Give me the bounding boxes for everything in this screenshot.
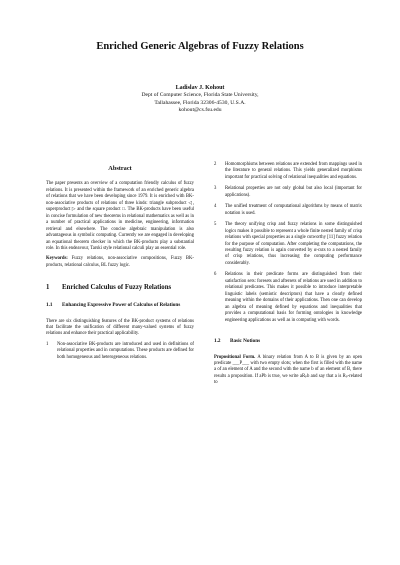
run-in-heading: Propositional Form. — [214, 354, 256, 360]
section-number: 1 — [46, 284, 50, 292]
left-column — [46, 162, 194, 366]
list-item-text: The theory unifying crisp and fuzzy relations in some distinguished logics makes it possible to represent a whole finite nested family of crisp relations with special properties as a single cutworthy [11] fuzzy relation for the purpose of computation. After completing the computations, the resulting fuzzy relation is again converted by α-cuts to a nested family of crisp relations, thus increasing the computing performance considerably. — [225, 222, 362, 266]
abstract-heading: Abstract — [108, 165, 132, 172]
paper-title: Enriched Generic Algebras of Fuzzy Relations — [96, 41, 304, 52]
propositional-form-paragraph — [214, 355, 362, 387]
intro-paragraph: There are six distinguishing features of the BK-product systems of relations that facilitate the unification of different many-valued systems of fuzzy relations and enhance their practical applicability. — [46, 318, 194, 337]
list-item-number: 6 — [214, 272, 217, 278]
subsection-number: 1.1 — [46, 301, 53, 308]
list-item-text: Relations in their predicate forms are distinguished from their satisfaction sets: foresets and aftersets of relations are used in addition to relational predicates. This makes it possible to introduce interpretable linguistic labels (semiotic descriptors) that have a clearly defined meaning within the domains of their applications. Then one can develop an algebra of meaning defined by equations and inequalities that provides a computational basis for forming ontologies in knowledge engineering applications as well as in computing with words. — [225, 272, 362, 323]
author-affiliation: Dept of Computer Science, Florida State University, — [141, 92, 259, 99]
list-item-text: Relational properties are not only global but also local (important for applications). — [225, 186, 362, 198]
list-item-number: 4 — [214, 204, 217, 210]
list-item-text: Non-associative BK-products are introduced and used in definitions of relational properties and in computations. These products are defined for both homogeneous and heterogeneous relations. — [57, 341, 194, 360]
keywords-label: Keywords: — [46, 256, 68, 262]
subsection-title: Enhancing Expressive Power of Calculus of Relations — [62, 301, 181, 308]
subsection-number: 1.2 — [214, 337, 221, 344]
list-item — [214, 186, 362, 199]
subsection-heading — [214, 338, 362, 345]
subsection-heading — [46, 302, 194, 309]
list-item — [214, 272, 362, 324]
section-title: Enriched Calculus of Fuzzy Relations — [62, 284, 172, 292]
list-item — [214, 204, 362, 217]
author-address: Tallahassee, Florida 32306-4530, U.S.A. — [154, 99, 246, 106]
propositional-form-text: A binary relation from A to B is given by an open predicate ___P___ with two empty slots; when the first is filled with the name a of an element of A and the second with the name b of an element of B, there results a proposition. If aPb is true, we write aRₚb and say that a is Rₚ-related to — [214, 354, 363, 386]
author-email: kohout@cs.fsu.edu — [178, 107, 222, 114]
right-column — [214, 162, 362, 391]
list-item-number: 1 — [46, 341, 49, 347]
list-item — [46, 342, 194, 361]
list-item — [214, 222, 362, 267]
list-item-text: Homomorphisms between relations are extended from mappings used in the literature to general relations. This yields generalized morphisms important for practical solving of relational inequalities and equations. — [225, 162, 362, 180]
list-item-number: 2 — [214, 162, 217, 167]
keywords-text: Fuzzy relations, non-associative compositions, Fuzzy BK-products, relational calculus, BL fuzzy logic. — [46, 256, 194, 268]
section-heading — [46, 284, 194, 293]
author-block — [0, 85, 400, 115]
abstract-text: The paper presents an overview of a computation friendly calculus of fuzzy relations. It is presented within the framework of an enriched generic algebra of relations that we have been developing since 1979. It is enriched with BK-non-associative products of relations of three kinds: triangle subproduct ◁, superproduct ▷ and the square product □. The BK-products have been useful in concise formulation of new theorems in relational mathematics as well as in a number of practical applications in medicine, engineering, information retrieval and elsewhere. The concise algebraic manipulation is also advantageous in symbolic computing. Currently we are engaged in developing an equational theorem checker in which the BK-products play a substantial role. In this endeavour, Tarski style relational calculi play an essential role. — [46, 181, 194, 251]
list-item-number: 3 — [214, 186, 217, 192]
keywords-paragraph — [46, 256, 194, 269]
list-item-number: 5 — [214, 222, 217, 228]
list-item — [214, 162, 362, 181]
author-name: Ladislav J. Kohout — [175, 85, 225, 91]
list-item-text: The unified treatment of computational algorithms by means of matrix notation is used. — [225, 204, 362, 216]
subsection-title: Basic Notions — [230, 337, 261, 344]
